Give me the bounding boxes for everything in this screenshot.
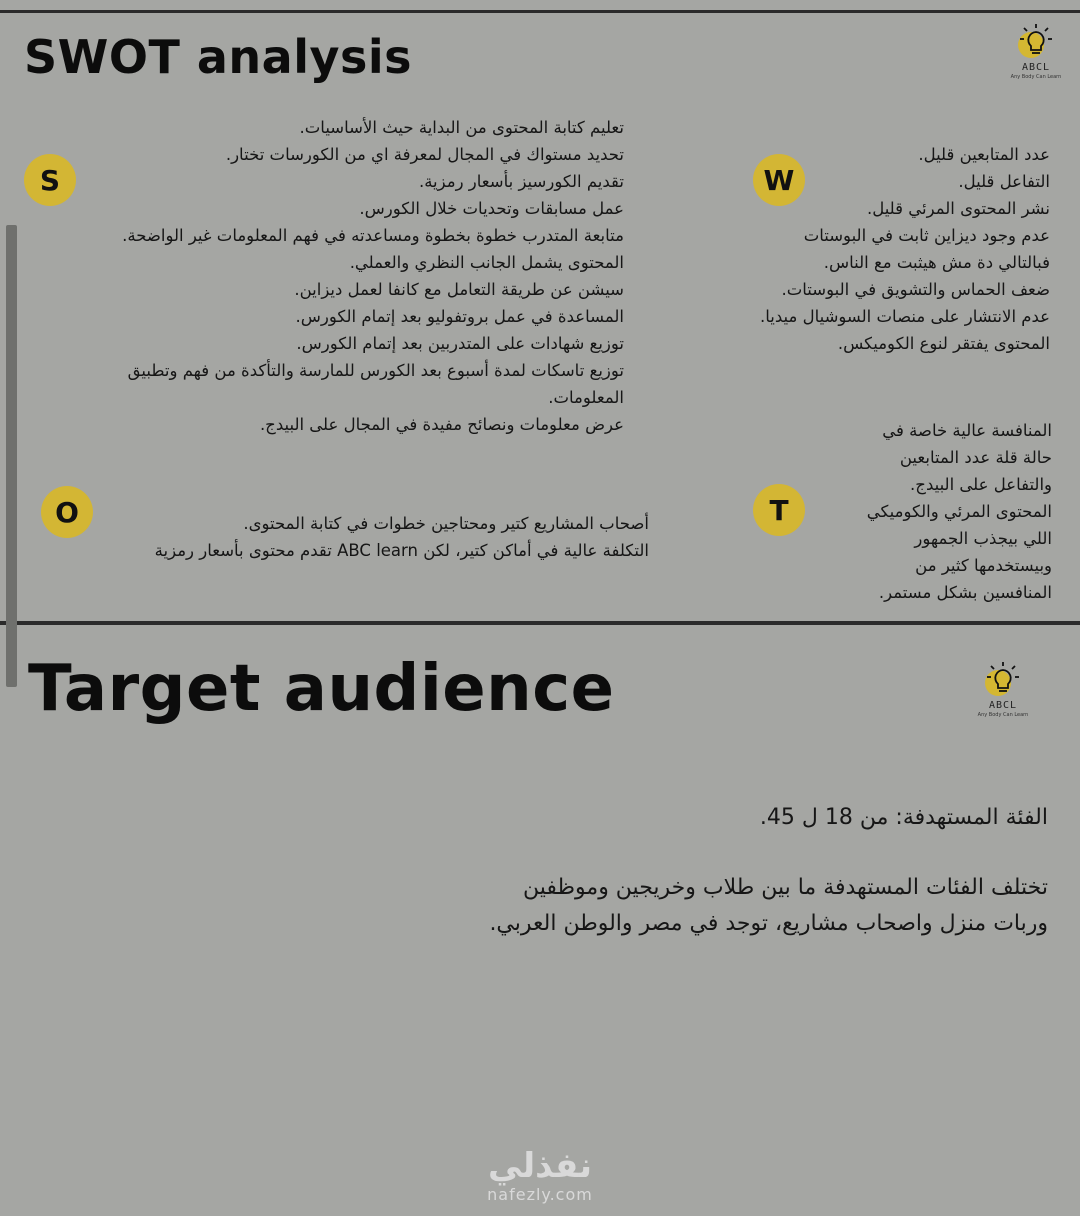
list-item: أصحاب المشاريع كتير ومحتاجين خطوات في كتابة المحتوى. bbox=[243, 514, 649, 533]
list-item: تقديم الكورسيز بأسعار رمزية. bbox=[418, 172, 624, 191]
lightbulb-icon bbox=[1014, 22, 1058, 62]
threats-badge: T bbox=[753, 484, 805, 536]
list-item: سيشن عن طريقة التعامل مع كانفا لعمل ديزاين. bbox=[294, 280, 624, 299]
weaknesses-badge: W bbox=[753, 154, 805, 206]
list-item: المحتوى المرئي والكوميكي bbox=[866, 502, 1052, 521]
scrollbar[interactable] bbox=[6, 225, 17, 687]
target-age bbox=[348, 800, 1048, 836]
list-item: المساعدة في عمل بروتفوليو بعد إتمام الكورس. bbox=[295, 307, 624, 326]
description-line: وربات منزل واصحاب مشاريع، توجد في مصر والوطن العربي. bbox=[489, 911, 1048, 936]
list-item: وبيستخدمها كثير من bbox=[915, 556, 1052, 575]
list-item: عمل مسابقات وتحديات خلال الكورس. bbox=[359, 199, 624, 218]
lightbulb-icon bbox=[981, 660, 1025, 700]
list-item: المحتوى يشمل الجانب النظري والعملي. bbox=[349, 253, 624, 272]
list-item: عدم وجود ديزاين ثابت في البوستات bbox=[803, 226, 1050, 245]
list-item: ضعف الحماس والتشويق في البوستات. bbox=[781, 280, 1050, 299]
list-item: المنافسين بشكل مستمر. bbox=[878, 583, 1052, 602]
list-item: تحديد مستواك في المجال لمعرفة اي من الكورسات تختار. bbox=[225, 145, 624, 164]
list-item: عدم الانتشار على منصات السوشيال ميديا. bbox=[760, 307, 1050, 326]
list-item: عرض معلومات ونصائح مفيدة في المجال على البيدج. bbox=[259, 415, 624, 434]
list-item: المحتوى يفتقر لنوع الكوميكس. bbox=[837, 334, 1050, 353]
list-item: المعلومات. bbox=[548, 388, 624, 407]
list-item: اللي بيجذب الجمهور bbox=[914, 529, 1052, 548]
watermark-latin: nafezly.com bbox=[487, 1185, 593, 1204]
threats-list bbox=[822, 417, 1052, 606]
section-divider bbox=[0, 621, 1080, 625]
strengths-badge: S bbox=[24, 154, 76, 206]
list-item: المنافسة عالية خاصة في bbox=[882, 421, 1052, 440]
logo-brand: ABCL bbox=[988, 700, 1018, 711]
target-audience-title: Target audience bbox=[28, 652, 615, 726]
list-item: متابعة المتدرب خطوة بخطوة ومساعدته في فهم المعلومات غير الواضحة. bbox=[122, 226, 624, 245]
abcl-logo bbox=[968, 660, 1038, 719]
opportunities-list bbox=[89, 510, 649, 564]
logo-brand: ABCL bbox=[1021, 62, 1051, 73]
description-line: تختلف الفئات المستهدفة ما بين طلاب وخريجين وموظفين bbox=[523, 875, 1048, 900]
list-item: تعليم كتابة المحتوى من البداية حيث الأساسيات. bbox=[299, 118, 624, 137]
list-item: توزيع تاسكات لمدة أسبوع بعد الكورس للمارسة والتأكدة من فهم وتطبيق bbox=[127, 361, 624, 380]
strengths-list bbox=[64, 114, 624, 438]
opportunities-badge: O bbox=[41, 486, 93, 538]
list-item: فبالتالي دة مش هيثبت مع الناس. bbox=[823, 253, 1050, 272]
watermark-arabic: نفذلي bbox=[487, 1146, 593, 1186]
logo-tagline: Any Body Can Learn bbox=[1010, 74, 1062, 80]
top-divider bbox=[0, 10, 1080, 13]
list-item: حالة قلة عدد المتابعين bbox=[899, 448, 1052, 467]
weaknesses-list bbox=[720, 141, 1050, 357]
list-item: عدد المتابعين قليل. bbox=[918, 145, 1050, 164]
list-item: توزيع شهادات على المتدربين بعد إتمام الكورس. bbox=[296, 334, 624, 353]
list-item: التفاعل قليل. bbox=[958, 172, 1050, 191]
abcl-logo bbox=[1001, 22, 1071, 81]
nafezly-watermark bbox=[470, 1146, 610, 1204]
list-item: التكلفة عالية في أماكن كتير، لكن ABC learn تقدم محتوى بأسعار رمزية bbox=[154, 541, 649, 560]
logo-tagline: Any Body Can Learn bbox=[977, 712, 1029, 718]
swot-title: SWOT analysis bbox=[24, 30, 412, 84]
target-description bbox=[348, 870, 1048, 942]
list-item: نشر المحتوى المرئي قليل. bbox=[866, 199, 1050, 218]
list-item: والتفاعل على البيدج. bbox=[910, 475, 1052, 494]
age-range-text: الفئة المستهدفة: من 18 ل 45. bbox=[759, 805, 1048, 830]
